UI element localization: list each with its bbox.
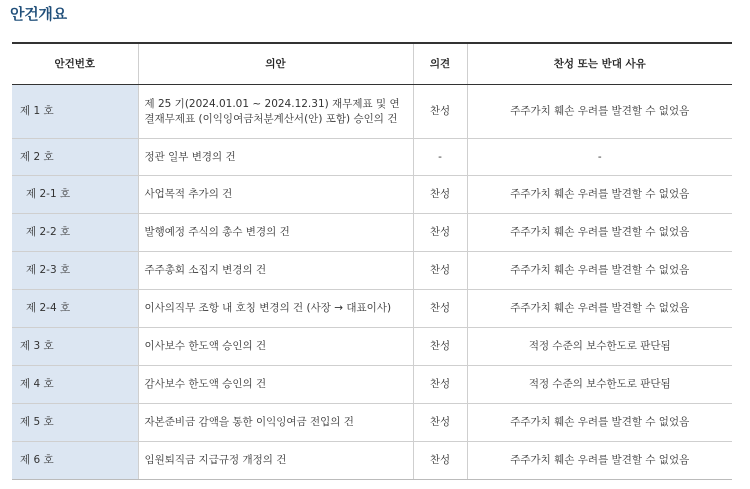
agenda-reason: 적정 수준의 보수한도로 판단됨: [467, 366, 732, 404]
agenda-number: 제 2-1 호: [12, 176, 138, 214]
table-row: [12, 139, 732, 176]
agenda-opinion: 찬성: [413, 85, 467, 139]
table-row: [12, 176, 732, 214]
agenda-reason: 주주가치 훼손 우려를 발견할 수 없었음: [467, 442, 732, 480]
agenda-title: 자본준비금 감액을 통한 이익잉여금 전입의 건: [138, 404, 413, 442]
agenda-number: 제 6 호: [12, 442, 138, 480]
agenda-number: 제 2-4 호: [12, 290, 138, 328]
agenda-number: 제 1 호: [12, 85, 138, 139]
agenda-reason: 적정 수준의 보수한도로 판단됨: [467, 328, 732, 366]
table-row: [12, 290, 732, 328]
table-row: [12, 404, 732, 442]
agenda-opinion: 찬성: [413, 252, 467, 290]
agenda-opinion: 찬성: [413, 366, 467, 404]
agenda-title: 임원퇴직금 지급규정 개정의 건: [138, 442, 413, 480]
agenda-title: 사업목적 추가의 건: [138, 176, 413, 214]
agenda-opinion: 찬성: [413, 176, 467, 214]
header-agenda: 의안: [138, 43, 413, 85]
agenda-title: 정관 일부 변경의 건: [138, 139, 413, 176]
agenda-title: 발행예정 주식의 총수 변경의 건: [138, 214, 413, 252]
agenda-opinion: 찬성: [413, 328, 467, 366]
table-row: [12, 366, 732, 404]
agenda-opinion: 찬성: [413, 404, 467, 442]
agenda-title: 감사보수 한도액 승인의 건: [138, 366, 413, 404]
header-opinion: 의견: [413, 43, 467, 85]
agenda-reason: 주주가치 훼손 우려를 발견할 수 없었음: [467, 176, 732, 214]
agenda-title: 주주총회 소집지 변경의 건: [138, 252, 413, 290]
table-row: [12, 214, 732, 252]
agenda-title: 이사의직무 조항 내 호칭 변경의 건 (사장 → 대표이사): [138, 290, 413, 328]
agenda-opinion: 찬성: [413, 290, 467, 328]
section-title: 안건개요: [10, 5, 67, 23]
agenda-number: 제 5 호: [12, 404, 138, 442]
table-row: [12, 442, 732, 480]
agenda-title: 제 25 기(2024.01.01 ~ 2024.12.31) 재무제표 및 연결재무제표 (이익잉여금처분계산서(안) 포함) 승인의 건: [138, 85, 413, 139]
agenda-opinion: 찬성: [413, 214, 467, 252]
agenda-opinion: 찬성: [413, 442, 467, 480]
header-number: 안건번호: [12, 43, 138, 85]
agenda-number: 제 2-3 호: [12, 252, 138, 290]
table-row: [12, 85, 732, 139]
agenda-reason: 주주가치 훼손 우려를 발견할 수 없었음: [467, 290, 732, 328]
agenda-table-body: [12, 85, 732, 480]
header-row: [12, 43, 732, 85]
header-reason: 찬성 또는 반대 사유: [467, 43, 732, 85]
agenda-reason: 주주가치 훼손 우려를 발견할 수 없었음: [467, 404, 732, 442]
agenda-title: 이사보수 한도액 승인의 건: [138, 328, 413, 366]
table-row: [12, 328, 732, 366]
agenda-reason: 주주가치 훼손 우려를 발견할 수 없었음: [467, 252, 732, 290]
agenda-reason: -: [467, 139, 732, 176]
agenda-number: 제 2-2 호: [12, 214, 138, 252]
agenda-opinion: -: [413, 139, 467, 176]
agenda-reason: 주주가치 훼손 우려를 발견할 수 없었음: [467, 214, 732, 252]
agenda-number: 제 4 호: [12, 366, 138, 404]
agenda-number: 제 3 호: [12, 328, 138, 366]
agenda-table: [12, 42, 732, 480]
table-row: [12, 252, 732, 290]
agenda-number: 제 2 호: [12, 139, 138, 176]
agenda-reason: 주주가치 훼손 우려를 발견할 수 없었음: [467, 85, 732, 139]
agenda-table-header: [12, 43, 732, 85]
